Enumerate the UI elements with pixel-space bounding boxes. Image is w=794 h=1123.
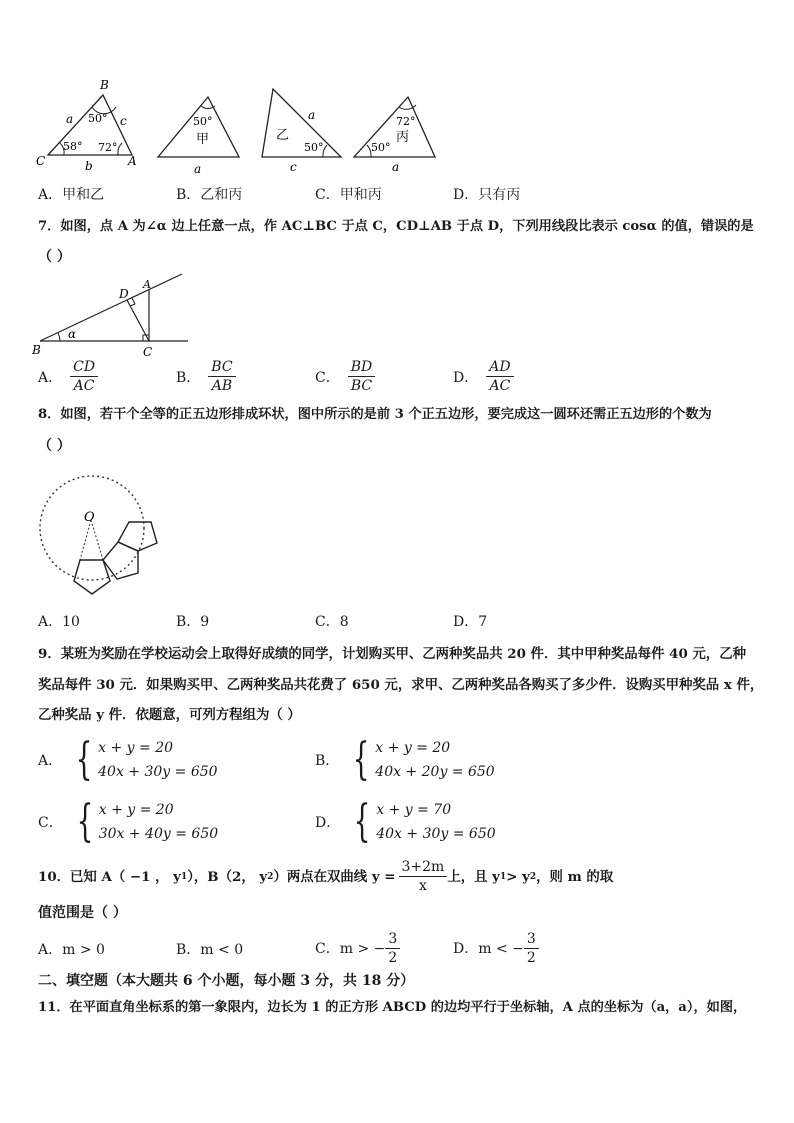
q7-option-b[interactable]: B． $\frac{BC}{AB}$ xyxy=(176,358,236,395)
bing-angle-left: 50° xyxy=(371,141,391,154)
q9-option-b[interactable]: B． { x + y = 20 40x + 20y = 650 xyxy=(315,734,495,785)
q6-option-a[interactable]: A．甲和乙 xyxy=(38,187,105,203)
q7-option-c[interactable]: C． $\frac{BD}{BC}$ xyxy=(315,358,375,395)
bing-name: 丙 xyxy=(396,130,410,145)
angle-c: 58° xyxy=(63,140,83,153)
q9-stem-line2: 奖品每件 30 元．如果购买甲、乙两种奖品共花费了 650 元，求甲、乙两种奖品各购买了多少件．设购买甲种奖品 x 件， xyxy=(38,677,764,693)
q7-figure xyxy=(30,268,200,360)
q9-option-c[interactable]: C． { x + y = 20 30x + 40y = 650 xyxy=(38,796,219,847)
section-2-title: 二、填空题（本大题共 6 个小题，每小题 3 分，共 18 分） xyxy=(38,973,415,989)
q7-option-a[interactable]: A． $\frac{CD}{AC}$ xyxy=(38,358,98,395)
label-c: C xyxy=(36,154,46,168)
q10-stem-line2: 值范围是（ ） xyxy=(38,905,127,921)
point-d: D xyxy=(119,287,129,301)
triangle-bing xyxy=(354,97,435,174)
q6-option-c[interactable]: C．甲和丙 xyxy=(315,187,382,203)
label-b: B xyxy=(100,78,109,92)
jia-name: 甲 xyxy=(196,132,210,147)
angle-b: 50° xyxy=(88,112,108,125)
point-b: B xyxy=(32,343,41,357)
q8-figure xyxy=(35,460,170,600)
yi-angle: 50° xyxy=(304,141,324,154)
q9-option-d[interactable]: D． { x + y = 70 40x + 30y = 650 xyxy=(315,796,496,847)
q9-stem-line3: 乙种奖品 y 件．依题意，可列方程组为（ ） xyxy=(38,707,301,723)
q8-option-a[interactable]: A．10 xyxy=(38,614,80,630)
yi-side-right: a xyxy=(308,108,316,122)
point-c: C xyxy=(143,345,153,359)
q8-stem-paren: （ ） xyxy=(38,438,71,454)
label-a: A xyxy=(128,154,137,168)
triangle-jia xyxy=(158,97,239,175)
side-a: a xyxy=(66,112,74,126)
bing-side: a xyxy=(392,160,400,174)
q6-option-d[interactable]: D．只有丙 xyxy=(453,187,521,203)
q10-stem: 10．已知 A（ −1 ， y 1 ），B（2， y 2 ）两点在双曲线 y = $\frac{3+2m}{x}$ 上，且 y 1 > y 2 ，则 m 的取 xyxy=(38,859,614,894)
q11-stem: 11．在平面直角坐标系的第一象限内，边长为 1 的正方形 ABCD 的边均平行于坐标轴，A 点的坐标为（a，a），如图， xyxy=(38,1000,747,1015)
triangle-abc xyxy=(36,78,137,173)
q7-option-d[interactable]: D． $\frac{AD}{AC}$ xyxy=(453,358,514,395)
point-a: A xyxy=(143,278,151,291)
side-b: b xyxy=(85,159,93,173)
q10-option-c[interactable]: C． m > − $\frac{3}{2}$ xyxy=(315,930,400,967)
center-o: O xyxy=(84,510,95,525)
q6-figures xyxy=(30,75,450,175)
q10-option-b[interactable]: B．m < 0 xyxy=(176,942,244,958)
side-c: c xyxy=(120,114,127,128)
yi-name: 乙 xyxy=(276,128,290,143)
angle-alpha: α xyxy=(68,327,77,341)
yi-side-bottom: c xyxy=(290,160,297,174)
q8-option-c[interactable]: C．8 xyxy=(315,614,349,630)
q7-stem-paren: （ ） xyxy=(38,249,71,265)
q9-stem-line1: 9．某班为奖励在学校运动会上取得好成绩的同学，计划购买甲、乙两种奖品共 20 件．其中甲种奖品每件 40 元，乙种 xyxy=(38,646,746,662)
q8-option-b[interactable]: B．9 xyxy=(176,614,210,630)
angle-a: 72° xyxy=(98,141,118,154)
jia-angle: 50° xyxy=(193,115,213,128)
q9-option-a[interactable]: A． { x + y = 20 40x + 30y = 650 xyxy=(38,734,218,785)
q6-option-b[interactable]: B．乙和丙 xyxy=(176,187,243,203)
bing-angle-top: 72° xyxy=(396,115,416,128)
jia-side: a xyxy=(194,162,202,175)
q8-stem: 8．如图，若干个全等的正五边形排成环状，图中所示的是前 3 个正五边形，要完成这一圆环还需正五边形的个数为 xyxy=(38,407,712,422)
q10-option-d[interactable]: D． m < − $\frac{3}{2}$ xyxy=(453,930,539,967)
q7-stem: 7．如图，点 A 为∠α 边上任意一点，作 AC⊥BC 于点 C，CD⊥AB 于点 D，下列用线段比表示 cosα 的值，错误的是 xyxy=(38,219,754,234)
q8-option-d[interactable]: D．7 xyxy=(453,614,488,630)
q10-option-a[interactable]: A．m > 0 xyxy=(38,942,105,958)
triangle-yi xyxy=(262,89,341,174)
